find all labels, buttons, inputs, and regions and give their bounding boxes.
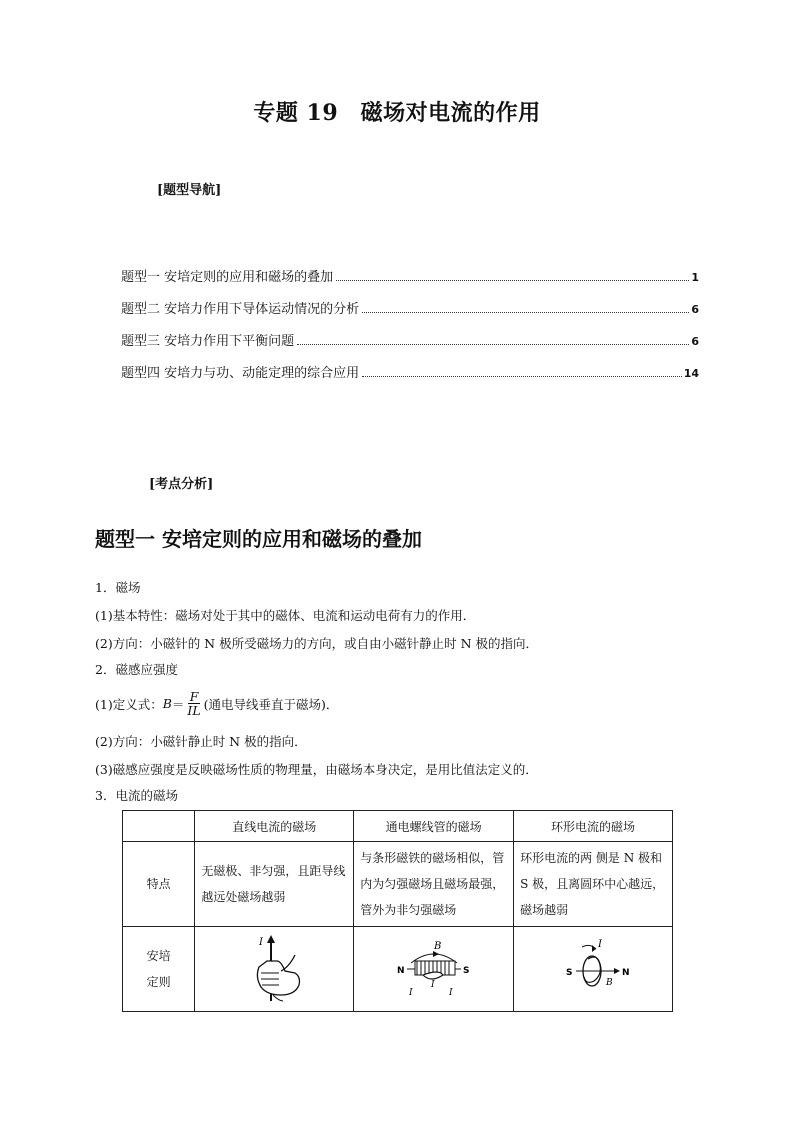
label-pole-N: N [396, 965, 405, 976]
label-ring-current: I [598, 938, 602, 950]
toc-page-number: 1 [691, 271, 699, 284]
label-ring-pole-S: S [566, 967, 573, 978]
toc-leader [362, 375, 682, 377]
formula-variable: B [162, 696, 172, 711]
paragraph-basic-property: (1)基本特性：磁场对处于其中的磁体、电流和运动电荷有力的作用． [95, 608, 476, 623]
paragraph-field-direction: (2)方向：小磁针的 N 极所受磁场力的方向，或自由小磁针静止时 N 极的指向． [95, 636, 538, 651]
definition-suffix: (通电导线垂直于磁场)． [203, 696, 339, 712]
formula-fraction [185, 690, 202, 717]
section-heading: 题型一 安培定则的应用和磁场的叠加 [95, 527, 422, 551]
ring-current-illustration [548, 933, 638, 1003]
toc-page-number: 14 [683, 367, 699, 380]
figure-ring-current [514, 927, 673, 1012]
table-of-contents [121, 266, 699, 394]
toc-entry-label: 题型三 安培力作用下平衡问题 [121, 334, 295, 349]
label-field-B: B [433, 940, 442, 952]
header-straight-current: 直线电流的磁场 [195, 811, 354, 842]
toc-entry-label: 题型四 安培力与功、动能定理的综合应用 [121, 366, 360, 381]
toc-entry-label: 题型一 安培定则的应用和磁场的叠加 [121, 270, 334, 285]
nav-tag: [题型导航] [157, 183, 222, 198]
paragraph-magnetic-field: 1．磁场 [95, 580, 141, 595]
row-label-line-1: 安培 [146, 949, 171, 963]
figure-straight-current [195, 927, 354, 1012]
analysis-tag: [考点分析] [149, 477, 214, 492]
label-current: I [259, 936, 264, 948]
table-row-features [123, 842, 673, 927]
toc-entry[interactable] [121, 266, 699, 298]
toc-leader [297, 343, 689, 345]
feature-solenoid: 与条形磁铁的磁场相似，管内为匀强磁场且磁场最强，管外为非匀强磁场 [354, 842, 514, 927]
toc-leader [362, 311, 689, 313]
row-label-line-2: 定则 [146, 975, 171, 989]
toc-page-number: 6 [691, 335, 699, 348]
toc-entry[interactable] [121, 330, 699, 362]
label-current-2: I [430, 979, 435, 990]
toc-page-number: 6 [691, 303, 699, 316]
label-current-3: I [448, 987, 453, 998]
document-title: 专题 19 磁场对电流的作用 [253, 100, 541, 126]
feature-ring-current: 环形电流的两 侧是 N 极和 S 极，且离圆环中心越远，磁场越弱 [514, 842, 673, 927]
toc-entry[interactable] [121, 298, 699, 330]
figure-solenoid [354, 927, 514, 1012]
magnetic-field-table [122, 810, 673, 1012]
label-current-1: I [408, 987, 413, 998]
label-ring-field-B: B [606, 977, 613, 988]
formula-equals: ＝ [171, 696, 185, 712]
toc-leader [336, 279, 689, 281]
header-ring-current: 环形电流的磁场 [514, 811, 673, 842]
row-label-features: 特点 [123, 842, 195, 927]
paragraph-induction-nature: (3)磁感应强度是反映磁场性质的物理量，由磁场本身决定，是用比值法定义的． [95, 762, 538, 777]
table-header-row [123, 811, 673, 842]
definition-prefix: (1)定义式： [95, 696, 163, 712]
paragraph-current-field: 3．电流的磁场 [95, 788, 178, 803]
fraction-numerator: F [189, 689, 199, 704]
fraction-denominator: IL [187, 703, 201, 718]
header-solenoid: 通电螺线管的磁场 [354, 811, 514, 842]
label-ring-pole-N: N [622, 967, 630, 978]
paragraph-induction: 2．磁感应强度 [95, 662, 178, 677]
label-pole-S: S [462, 965, 470, 976]
toc-entry-label: 题型二 安培力作用下导体运动情况的分析 [121, 302, 360, 317]
solenoid-illustration [379, 933, 489, 1003]
table-row-ampere-rule [123, 927, 673, 1012]
toc-entry[interactable] [121, 362, 699, 394]
feature-straight-current: 无磁极、非匀强，且距导线越远处磁场越弱 [195, 842, 354, 927]
row-label-ampere-rule [123, 927, 195, 1012]
table-corner-cell [123, 811, 195, 842]
hand-wire-illustration [229, 933, 319, 1003]
paragraph-induction-direction: (2)方向：小磁针静止时 N 极的指向． [95, 734, 307, 749]
paragraph-definition [95, 690, 338, 717]
